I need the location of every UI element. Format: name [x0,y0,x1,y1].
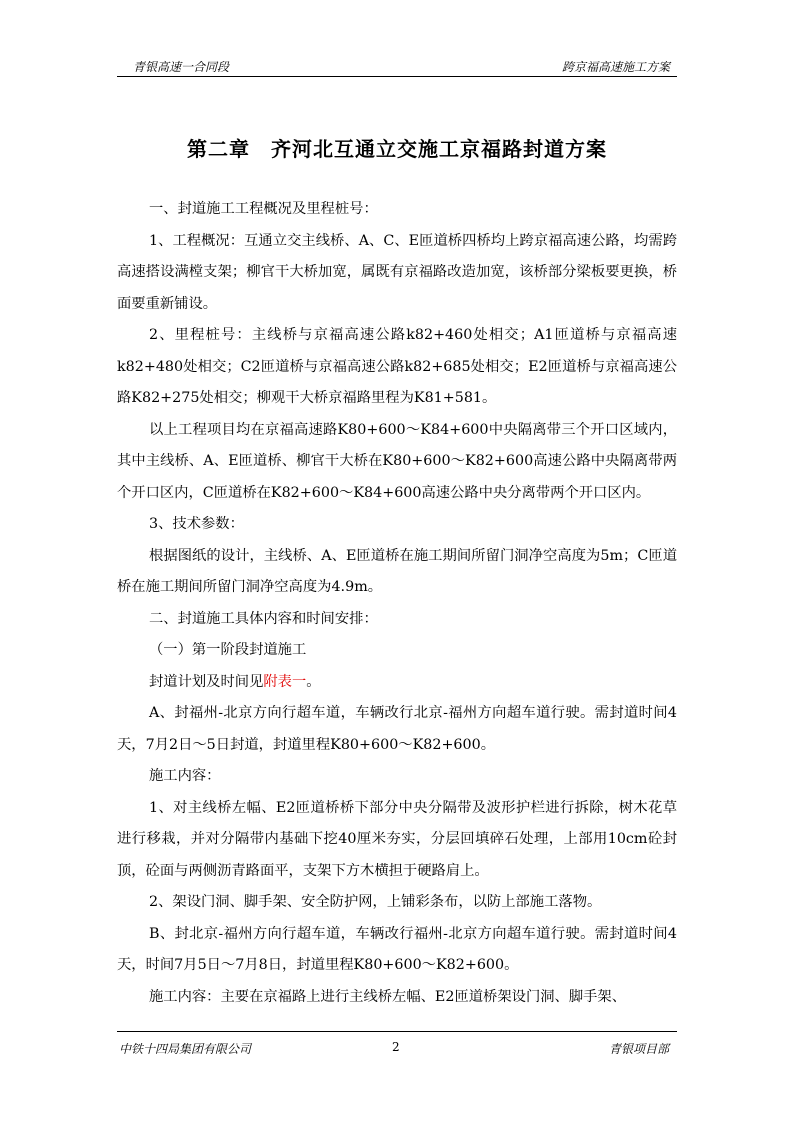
header-rule [117,76,677,77]
header-left: 青银高速一合同段 [133,60,230,74]
paragraph-area: 以上工程项目均在京福高速路K80+600～K84+600中央隔离带三个开口区域内，其中主线桥、A、E匝道桥、柳官干大桥在K80+600～K82+600高速公路中央隔离带两个开口区内，C匝道桥在K82+600～K84+600高速公路中央分离带两个开口区内。 [117,421,677,501]
paragraph-overview: 1、工程概况：互通立交主线桥、A、C、E匝道桥四桥均上跨京福高速公路，均需跨高速搭设满樘支架；柳官干大桥加宽，属既有京福路改造加宽，该桥部分梁板要更换，桥面要重新铺设。 [117,232,677,312]
paragraph-schedule [117,667,677,699]
appendix-link[interactable]: 附表一 [263,673,307,690]
document-body [117,194,677,1013]
chapter-title: 第二章 齐河北互通立交施工京福路封道方案 [187,137,607,161]
paragraph-tech: 根据图纸的设计，主线桥、A、E匝道桥在施工期间所留门洞净空高度为5m；C匝道桥在施工期间所留门洞净空高度为4.9m。 [117,547,677,595]
footer-rule [117,1031,677,1032]
subheading-stage-1: （一）第一阶段封道施工 [149,642,307,658]
paragraph-work-1: 1、对主线桥左幅、E2匝道桥桥下部分中央分隔带及波形护栏进行拆除，树木花草进行移栽，并对分隔带内基础下挖40厘米夯实，分层回填碎石处理，上部用10cm砼封顶，砼面与两侧沥青路面平，支架下方木横担于硬路肩上。 [117,799,677,879]
section-heading-1: 一、封道施工工程概况及里程桩号： [149,201,378,217]
schedule-prefix: 封道计划及时间见 [149,673,264,690]
paragraph-work-b: 施工内容：主要在京福路上进行主线桥左幅、E2匝道桥架设门洞、脚手架、 [149,988,627,1005]
paragraph-closure-a: A、封福州-北京方向行超车道，车辆改行北京-福州方向超车道行驶。需封道时间4天，7月2日～5日封道，封道里程K80+600～K82+600。 [117,705,677,753]
schedule-suffix: 。 [306,673,321,690]
subheading-work-a: 施工内容： [149,768,221,784]
header-right: 跨京福高速施工方案 [561,60,670,74]
paragraph-closure-b: B、封北京-福州方向行超车道，车辆改行福州-北京方向超车道行驶。需封道时间4天，时间7月5日～7月8日，封道里程K80+600～K82+600。 [117,925,677,973]
paragraph-work-2: 2、架设门洞、脚手架、安全防护网，上铺彩条布，以防上部施工落物。 [149,894,602,910]
subheading-tech: 3、技术参数： [149,516,244,532]
page-number: 2 [392,1040,400,1054]
section-heading-2: 二、封道施工具体内容和时间安排： [149,610,378,627]
footer-right: 青银项目部 [608,1042,669,1056]
footer-left: 中铁十四局集团有限公司 [119,1042,252,1056]
paragraph-mileage: 2、里程桩号：主线桥与京福高速公路k82+460处相交；A1匝道桥与京福高速k82+480处相交；C2匝道桥与京福高速公路k82+685处相交；E2匝道桥与京福高速公路K82+275处相交；柳观干大桥京福路里程为K81+581。 [117,327,677,406]
